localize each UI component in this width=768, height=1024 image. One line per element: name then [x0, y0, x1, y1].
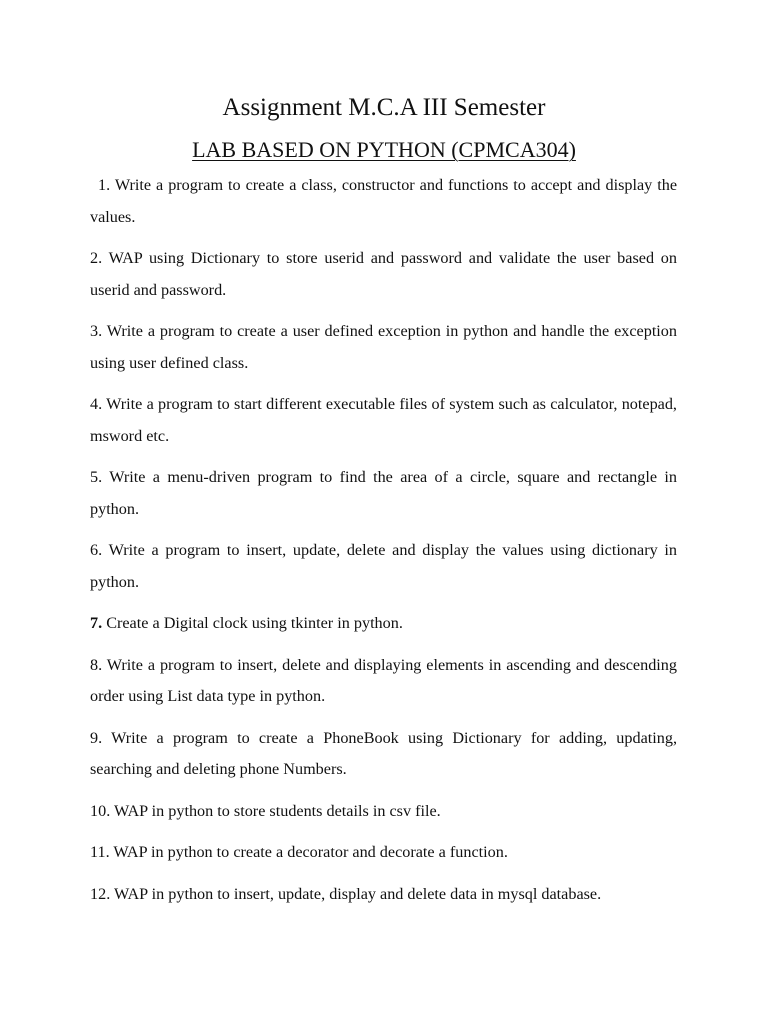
item-text: Write a menu-driven program to find the area of a circle, square and rectangle in python. [90, 468, 677, 518]
item-number: 4. [90, 395, 103, 413]
item-text: Write a program to insert, delete and displaying elements in ascending and descending order using List data type in python. [90, 655, 677, 705]
item-text: WAP in python to store students details in csv file. [114, 801, 441, 820]
list-item [90, 243, 677, 306]
item-text: Write a program to create a user defined exception in python and handle the exception using user defined class. [90, 322, 677, 372]
item-text: Create a Digital clock using tkinter in python. [106, 614, 403, 632]
item-text: WAP using Dictionary to store userid and password and validate the user based on userid and password. [90, 249, 677, 299]
list-item [90, 796, 677, 828]
item-number: 12. [90, 884, 111, 903]
item-number: 10. [90, 801, 111, 820]
list-item [90, 170, 677, 233]
list-item [90, 389, 677, 452]
item-text: Write a program to create a class, constructor and functions to accept and display the values. [90, 176, 678, 226]
item-number: 2. [90, 249, 103, 267]
list-item [90, 608, 677, 640]
item-number: 7. [90, 614, 103, 632]
item-text: WAP in python to insert, update, display and delete data in mysql database. [114, 884, 602, 903]
item-text: Write a program to start different executable files of system such as calculator, notepad, msword etc. [90, 395, 677, 445]
item-text: Write a program to insert, update, delete and display the values using dictionary in python. [90, 541, 677, 591]
item-number: 8. [90, 655, 103, 674]
list-item [90, 650, 677, 713]
assignment-list [90, 170, 677, 920]
document-title: Assignment M.C.A III Semester [222, 94, 546, 121]
item-number: 6. [90, 541, 103, 559]
list-item [90, 879, 677, 911]
item-text: Write a program to create a PhoneBook using Dictionary for adding, updating, searching and deleting phone Numbers. [90, 728, 677, 778]
document-subtitle: LAB BASED ON PYTHON (CPMCA304) [192, 137, 576, 162]
item-number: 1. [98, 176, 111, 194]
list-item [90, 723, 677, 786]
list-item [90, 462, 677, 525]
item-number: 9. [90, 728, 103, 747]
item-number: 11. [90, 843, 110, 861]
item-text: WAP in python to create a decorator and decorate a function. [113, 843, 508, 861]
list-item [90, 316, 677, 379]
list-item [90, 535, 677, 598]
item-number: 3. [90, 322, 103, 340]
item-number: 5. [90, 468, 103, 486]
list-item [90, 837, 677, 869]
